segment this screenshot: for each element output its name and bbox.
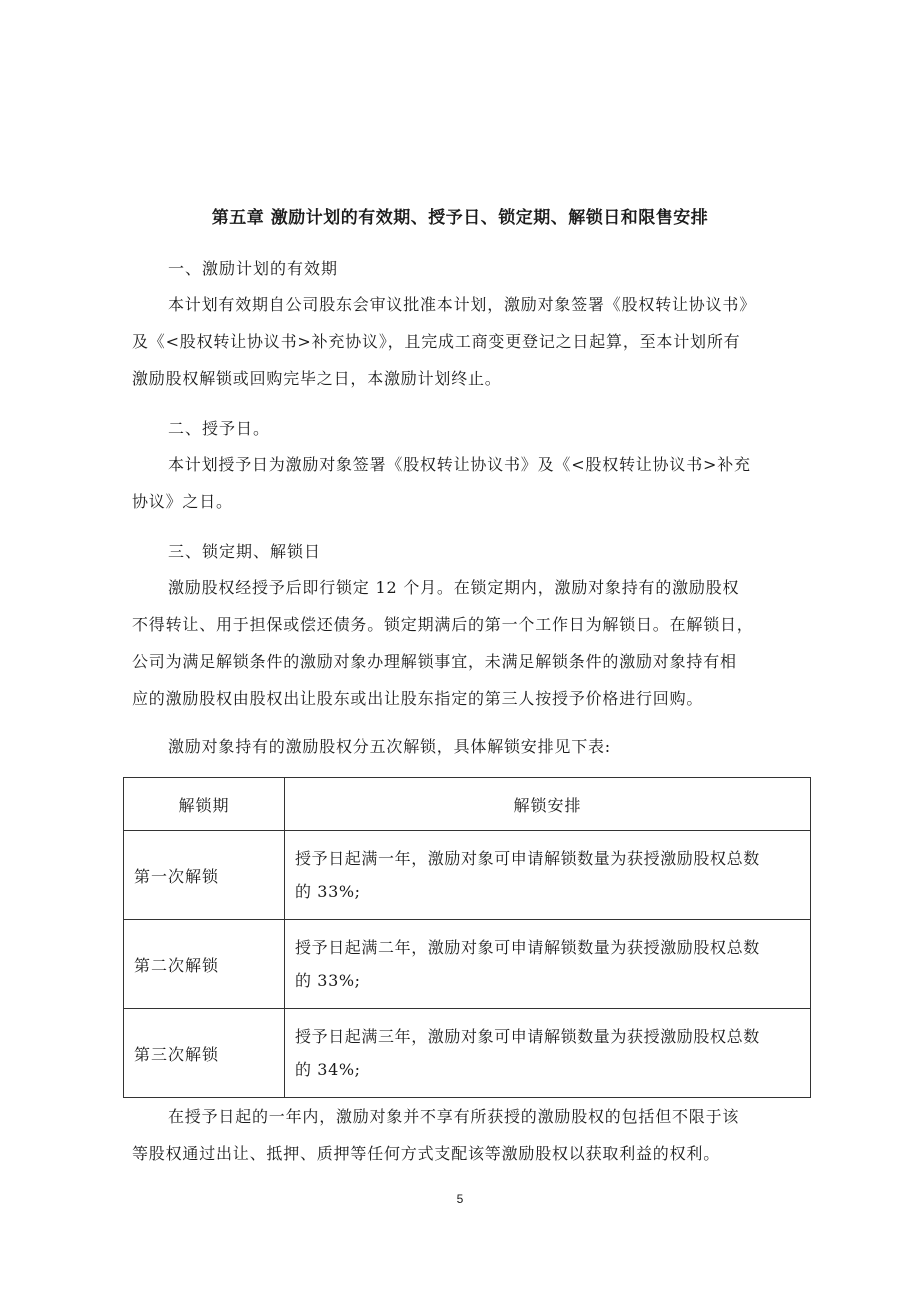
section-heading-lock-period: 三、锁定期、解锁日 <box>168 542 322 561</box>
paragraph-line: 本计划授予日为激励对象签署《股权转让协议书》及《<股权转让协议书>补充 <box>168 455 751 474</box>
paragraph-line: 及《<股权转让协议书>补充协议》，且完成工商变更登记之日起算，至本计划所有 <box>132 332 741 351</box>
row-arrangement <box>285 1009 811 1098</box>
row-period: 第一次解锁 <box>124 831 285 920</box>
section-heading-grant-date: 二、授予日。 <box>168 419 271 438</box>
header-period: 解锁期 <box>124 778 285 831</box>
row-period: 第三次解锁 <box>124 1009 285 1098</box>
paragraph-line: 协议》之日。 <box>132 492 233 511</box>
arrangement-line: 的 33%; <box>295 971 361 990</box>
header-arrangement: 解锁安排 <box>285 778 811 831</box>
section-heading-validity: 一、激励计划的有效期 <box>168 259 339 278</box>
row-period: 第二次解锁 <box>124 920 285 1009</box>
arrangement-line: 授予日起满一年，激励对象可申请解锁数量为获授激励股权总数 <box>295 849 760 868</box>
arrangement-line: 的 33%; <box>295 882 361 901</box>
unlock-schedule-table <box>123 777 811 1098</box>
table-row <box>124 1009 811 1098</box>
table-row <box>124 920 811 1009</box>
arrangement-line: 授予日起满三年，激励对象可申请解锁数量为获授激励股权总数 <box>295 1027 760 1046</box>
arrangement-line: 授予日起满二年，激励对象可申请解锁数量为获授激励股权总数 <box>295 938 760 957</box>
table-row <box>124 831 811 920</box>
paragraph-line: 应的激励股权由股权出让股东或出让股东指定的第三人按授予价格进行回购。 <box>132 689 704 708</box>
paragraph-line: 等股权通过出让、抵押、质押等任何方式支配该等激励股权以获取利益的权利。 <box>132 1144 721 1163</box>
paragraph-line: 公司为满足解锁条件的激励对象办理解锁事宜，未满足解锁条件的激励对象持有相 <box>132 652 737 671</box>
arrangement-line: 的 34%; <box>295 1060 361 1079</box>
table-intro: 激励对象持有的激励股权分五次解锁，具体解锁安排见下表: <box>168 737 611 756</box>
table-header-row <box>124 778 811 831</box>
paragraph-line: 激励股权解锁或回购完毕之日，本激励计划终止。 <box>132 369 502 388</box>
row-arrangement <box>285 920 811 1009</box>
paragraph-line: 在授予日起的一年内，激励对象并不享有所获授的激励股权的包括但不限于该 <box>168 1107 740 1126</box>
paragraph-line: 激励股权经授予后即行锁定 12 个月。在锁定期内，激励对象持有的激励股权 <box>168 578 740 597</box>
page-number: 5 <box>456 1192 464 1206</box>
chapter-title: 第五章 激励计划的有效期、授予日、锁定期、解锁日和限售安排 <box>211 208 709 228</box>
paragraph-line: 本计划有效期自公司股东会审议批准本计划，激励对象签署《股权转让协议书》 <box>168 295 757 314</box>
paragraph-line: 不得转让、用于担保或偿还债务。锁定期满后的第一个工作日为解锁日。在解锁日， <box>132 615 754 634</box>
row-arrangement <box>285 831 811 920</box>
